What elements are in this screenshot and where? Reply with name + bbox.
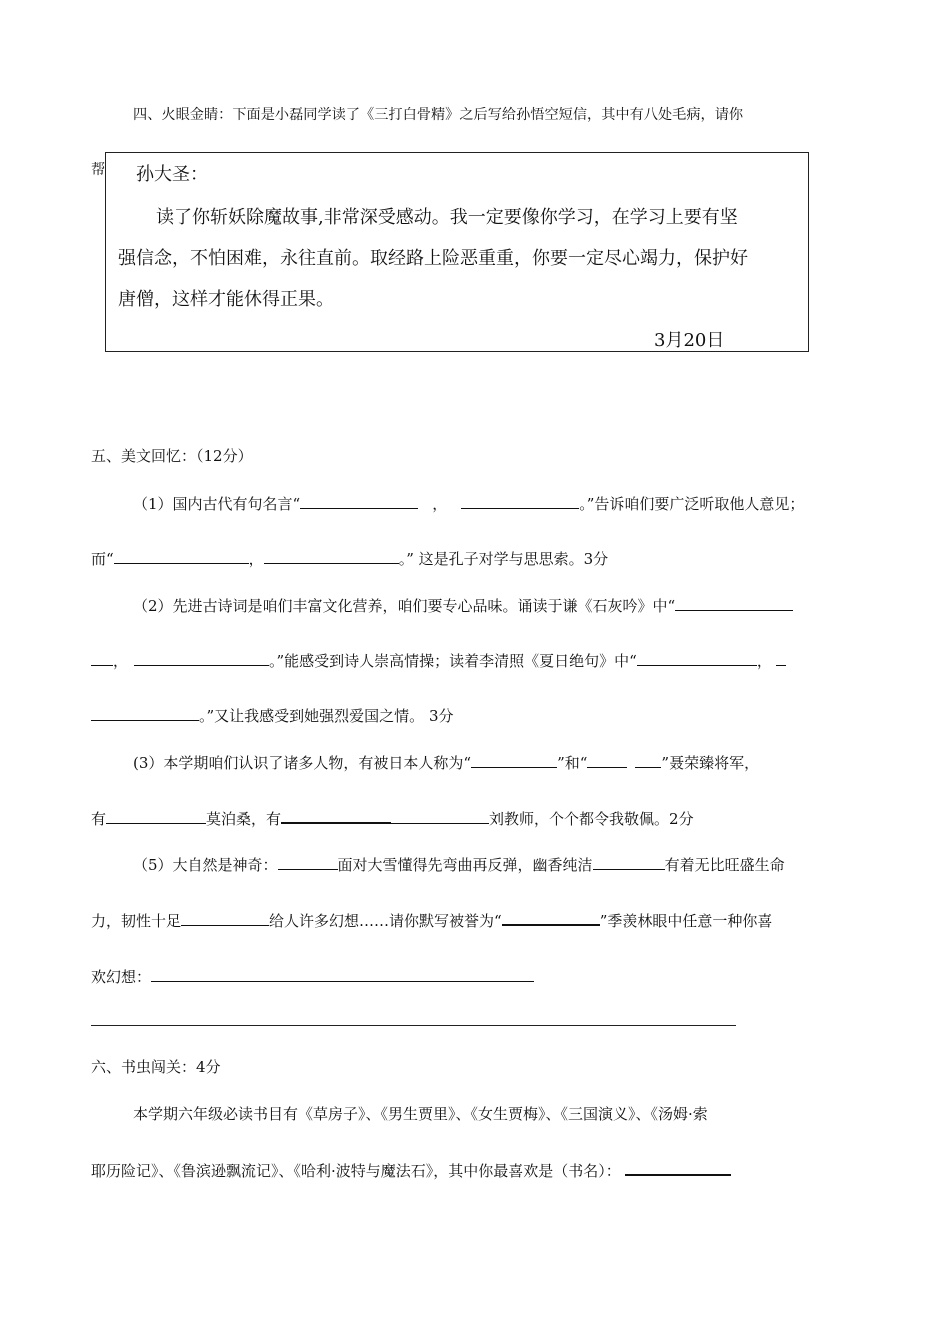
q5-blank-2[interactable] xyxy=(593,853,665,870)
q3-text-c: ”聂荣臻将军， xyxy=(661,753,760,772)
q5-line-1 xyxy=(133,853,785,875)
q1-blank-2[interactable] xyxy=(461,492,579,509)
q5-blank-3[interactable] xyxy=(181,909,269,926)
q1-text-d: 而“ xyxy=(91,549,114,568)
section6-text: 耶历险记》、《鲁滨逊飘流记》、《哈利·波特与魔法石》，其中你最喜欢是（书名）： xyxy=(91,1161,621,1180)
q2-blank-1-cont[interactable] xyxy=(91,649,113,666)
q5-text-d: 力，韧性十足 xyxy=(91,911,182,930)
q5-text-b: 面对大雪懂得先弯曲再反弹，幽香纯洁 xyxy=(337,855,593,874)
q1-text-c: 。”告诉咱们要广泛听取他人意见； xyxy=(579,494,805,513)
q3-blank-4a[interactable] xyxy=(281,806,391,824)
q1-blank-3[interactable] xyxy=(114,547,249,564)
q2-text-b: ， xyxy=(113,651,129,670)
section6-title: 六、书虫闯关：4分 xyxy=(91,1058,221,1076)
letter-box xyxy=(105,152,809,352)
favorite-book-blank[interactable] xyxy=(625,1158,731,1176)
q1-text-a: （1）国内古代有句名言“ xyxy=(133,494,301,513)
q3-blank-2b[interactable] xyxy=(635,751,661,768)
q3-text-a: (3）本学期咱们认识了诸多人物，有被日本人称为“ xyxy=(133,753,472,772)
q2-text-a: （2）先进古诗词是咱们丰富文化营养，咱们要专心品味。诵读于谦《石灰吟》中“ xyxy=(133,596,676,615)
section4-title-continuation: 帮 xyxy=(91,162,106,178)
section4-title: 四、火眼金睛：下面是小磊同学读了《三打白骨精》之后写给孙悟空短信，其中有八处毛病，请你 xyxy=(133,107,744,123)
q5-answer-line[interactable] xyxy=(91,1025,736,1026)
q5-text-g: 欢幻想： xyxy=(91,967,152,986)
letter-date: 3月20日 xyxy=(654,330,725,351)
q1-text-b: ， xyxy=(432,494,448,513)
q3-blank-1[interactable] xyxy=(471,751,557,768)
q2-line-2 xyxy=(91,649,786,671)
q3-text-f: 刘教师，个个都令我敬佩。2分 xyxy=(489,809,694,828)
q3-text-e: 莫泊桑，有 xyxy=(206,809,282,828)
q5-blank-1[interactable] xyxy=(278,853,338,870)
q1-blank-1[interactable] xyxy=(300,492,418,509)
q1-text-e: ， xyxy=(248,549,264,568)
q1-blank-4[interactable] xyxy=(264,547,399,564)
q2-blank-2[interactable] xyxy=(134,649,269,666)
q5-text-f: ”季羡林眼中任意一种你喜 xyxy=(599,911,773,930)
letter-line-2: 强信念，不怕困难，永往直前。取经路上险恶重重，你要一定尽心竭力，保护好 xyxy=(118,248,748,269)
q1-line-1 xyxy=(133,492,804,514)
q2-blank-3[interactable] xyxy=(637,649,757,666)
q5-text-a: （5）大自然是神奇： xyxy=(133,855,278,874)
q2-blank-4[interactable] xyxy=(776,649,786,666)
q3-text-d: 有 xyxy=(91,809,107,828)
q2-blank-1[interactable] xyxy=(675,594,793,611)
q5-line-3 xyxy=(91,965,534,987)
section6-line-2 xyxy=(91,1158,731,1181)
section5-title: 五、美文回忆：（12分） xyxy=(91,447,253,465)
q1-line-2 xyxy=(91,547,608,569)
q3-line-2 xyxy=(91,806,694,829)
letter-greeting: 孙大圣： xyxy=(136,164,208,185)
q5-text-c: 有着无比旺盛生命 xyxy=(664,855,785,874)
q2-text-e: 。”又让我感受到她强烈爱国之情。 3分 xyxy=(199,706,454,725)
q5-blank-4[interactable] xyxy=(502,908,600,926)
q3-blank-3[interactable] xyxy=(106,807,206,824)
letter-line-1: 读了你斩妖除魔故事,非常深受感动。我一定要像你学习，在学习上要有坚 xyxy=(156,207,738,228)
letter-line-3: 唐僧，这样才能休得正果。 xyxy=(118,289,334,310)
q2-text-c: 。”能感受到诗人崇高情操；读着李清照《夏日绝句》中“ xyxy=(269,651,637,670)
q2-text-d: ， xyxy=(756,651,772,670)
q3-text-b: ”和“ xyxy=(557,753,588,772)
q2-blank-4-cont[interactable] xyxy=(91,704,199,721)
q3-blank-2[interactable] xyxy=(587,751,627,768)
q2-line-3 xyxy=(91,704,453,726)
section6-line-1: 本学期六年级必读书目有《草房子》、《男生贾里》、《女生贾梅》、《三国演义》、《汤姆·索 xyxy=(133,1105,708,1123)
q2-line-1 xyxy=(133,594,793,616)
q5-text-e: 给人许多幻想……请你默写被誉为“ xyxy=(269,911,502,930)
q1-text-f: 。” 这是孔子对学与思思索。3分 xyxy=(398,549,609,568)
q5-answer-blank[interactable] xyxy=(151,965,534,982)
q5-line-2 xyxy=(91,908,772,931)
q3-blank-4b[interactable] xyxy=(391,807,489,824)
q3-line-1 xyxy=(133,751,759,773)
